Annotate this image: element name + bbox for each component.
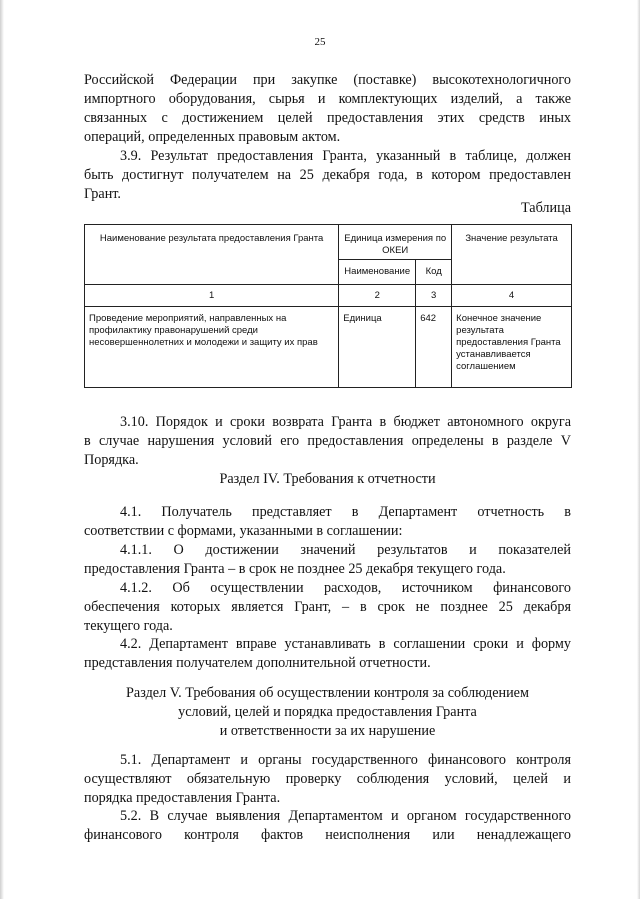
text-line: текущего года. — [84, 618, 173, 634]
row-result-name: Проведение мероприятий, направленных на профилактику правонарушений среди несовершеннолетних и молодежи и защиту их прав — [85, 307, 339, 388]
section-5-title — [84, 684, 571, 741]
text-line: Российской Федерации при закупке (поставке) высокотехнологичного — [84, 72, 571, 88]
paragraph-5-1 — [84, 751, 571, 808]
results-table — [84, 224, 572, 388]
header-result-value: Значение результата — [452, 225, 572, 285]
text-line: представления получателем дополнительной отчетности. — [84, 655, 431, 671]
section-4-title: Раздел IV. Требования к отчетности — [219, 471, 436, 487]
column-number-1: 1 — [85, 285, 339, 307]
text-line: 3.9. Результат предоставления Гранта, указанный в таблице, должен — [120, 148, 571, 164]
paragraph-5-2 — [84, 807, 571, 845]
text-line: финансового контроля фактов неисполнения или ненадлежащего — [84, 827, 571, 843]
column-number-2: 2 — [339, 285, 416, 307]
page-number: 25 — [314, 36, 326, 48]
paragraph-3-10 — [84, 413, 571, 470]
text-line: Раздел V. Требования об осуществлении контроля за соблюдением — [126, 685, 529, 701]
paragraph-4-1-1 — [84, 541, 571, 579]
text-line: 3.10. Порядок и сроки возврата Гранта в бюджет автономного округа — [120, 414, 571, 430]
header-unit-code: Код — [416, 260, 452, 285]
row-unit-name: Единица — [339, 307, 416, 388]
paragraph-4-1-2 — [84, 579, 571, 636]
paragraph-3-9 — [84, 147, 571, 204]
header-unit: Единица измерения по ОКЕИ — [339, 225, 452, 260]
paragraph-4-1 — [84, 503, 571, 541]
text-line: быть достигнут получателем на 25 декабря года, в котором предоставлен — [84, 167, 571, 183]
column-number-4: 4 — [452, 285, 572, 307]
text-line: в случае нарушения условий его предоставления определены в разделе V — [84, 433, 571, 449]
header-result-name: Наименование результата предоставления Гранта — [85, 225, 339, 285]
text-line: 4.1. Получатель представляет в Департамент отчетность в — [120, 504, 571, 520]
text-line: предоставления Гранта – в срок не позднее 25 декабря текущего года. — [84, 561, 506, 577]
text-line: операций, определенных правовым актом. — [84, 129, 341, 145]
text-line: Порядка. — [84, 452, 139, 468]
paragraph-4-2 — [84, 635, 571, 673]
continuation-paragraph — [84, 71, 571, 147]
table-caption: Таблица — [520, 200, 571, 216]
row-result-value: Конечное значение результата предоставления Гранта устанавливается соглашением — [452, 307, 572, 388]
scan-left-edge — [0, 0, 4, 899]
text-line: соответствии с формами, указанными в соглашении: — [84, 523, 403, 539]
text-line: 5.2. В случае выявления Департаментом и органом государственного — [120, 808, 571, 824]
text-line: 4.1.1. О достижении значений результатов и показателей — [120, 542, 571, 558]
text-line: 5.1. Департамент и органы государственного финансового контроля — [120, 752, 571, 768]
text-line: 4.1.2. Об осуществлении расходов, источником финансового — [120, 580, 571, 596]
text-line: Грант. — [84, 186, 121, 202]
text-line: связанных с достижением целей предоставления этих средств иных — [84, 110, 571, 126]
text-line: и ответственности за их нарушение — [219, 723, 436, 739]
text-line: осуществляют обязательную проверку соблюдения условий, целей и — [84, 771, 571, 787]
column-number-3: 3 — [416, 285, 452, 307]
text-line: условий, целей и порядка предоставления Гранта — [178, 704, 477, 720]
text-line: обеспечения которых является Грант, – в срок не позднее 25 декабря — [84, 599, 571, 615]
text-line: 4.2. Департамент вправе устанавливать в соглашении сроки и форму — [120, 636, 571, 652]
row-unit-code: 642 — [416, 307, 452, 388]
header-unit-name: Наименование — [339, 260, 416, 285]
text-line: импортного оборудования, сырья и комплектующих изделий, а также — [84, 91, 571, 107]
text-line: порядка предоставления Гранта. — [84, 790, 281, 806]
